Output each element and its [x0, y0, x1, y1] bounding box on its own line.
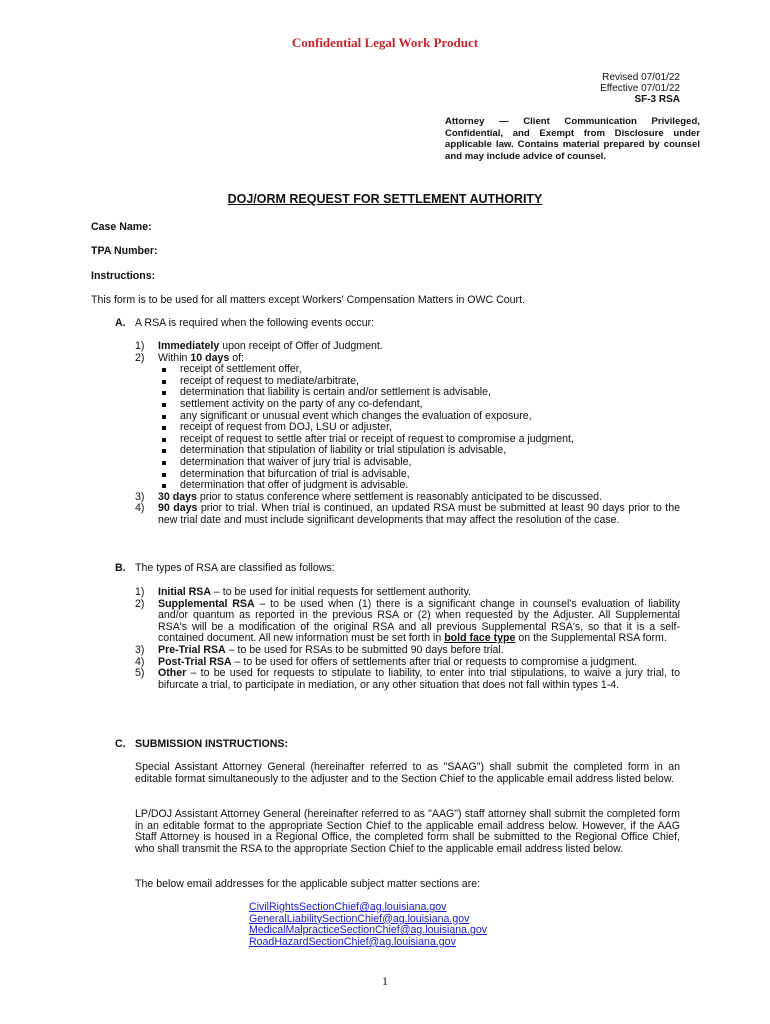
tpa-number-label: TPA Number: — [91, 245, 158, 257]
bullet-text: determination that stipulation of liability or trial stipulation is advisable, — [180, 444, 507, 457]
bullet-text: determination that offer of judgment is advisable. — [180, 479, 409, 492]
item-text: of: — [229, 351, 244, 364]
bullet-square-icon — [162, 426, 166, 430]
item-number: 4) — [135, 502, 145, 515]
bullet-text: determination that bifurcation of trial is advisable, — [180, 467, 410, 480]
section-a-heading — [115, 318, 680, 330]
item-text: – to be used for offers of settlements after trial or requests to compromise a judgment. — [231, 655, 638, 668]
item-text: on the Supplemental RSA form. — [515, 632, 667, 645]
saag-paragraph: Special Assistant Attorney General (hereinafter referred to as "SAAG") shall submit the completed form in an editable format simultaneously to the adjuster and to the Section Chief to the applicable email address listed below. — [135, 761, 680, 785]
aag-paragraph: LP/DOJ Assistant Attorney General (hereinafter referred to as "AAG") staff attorney shall submit the completed form in an editable format to the appropriate Section Chief to the applicable email address below. However, if the AAG Staff Attorney is housed in a Regional Office, the completed form shall be submitted to the Regional Office Chief, who shall transmit the RSA to the appropriate Section Chief to the applicable email address listed below. — [135, 808, 680, 855]
effective-date: Effective 07/01/22 — [600, 83, 680, 94]
item-number: 3) — [135, 643, 145, 656]
section-b-letter: B. — [115, 562, 126, 574]
bullet-square-icon — [162, 380, 166, 384]
bullet-square-icon — [162, 368, 166, 372]
item-text: prior to trial. When trial is continued, an updated RSA must be submitted at least 90 days prior to the new trial date and must include significant developments that may affect the resolution of the case. — [158, 502, 680, 526]
intro-text: This form is to be used for all matters except Workers' Compensation Matters in OWC Court. — [91, 294, 525, 306]
item-emphasis: 30 days — [158, 490, 197, 503]
bullet-text: receipt of request from DOJ, LSU or adjuster, — [180, 421, 392, 434]
section-b-item-5 — [135, 668, 680, 691]
item-text: – to be used for RSAs to be submitted 90 days before trial. — [225, 643, 504, 656]
section-a-item-2 — [135, 353, 680, 492]
section-a-heading-text: A RSA is required when the following events occur: — [135, 317, 375, 329]
revised-date: Revised 07/01/22 — [602, 72, 680, 83]
bullet-text: determination that waiver of jury trial is advisable, — [180, 455, 412, 468]
bullet-square-icon — [162, 438, 166, 442]
email-list — [249, 902, 487, 948]
section-a-list — [135, 341, 680, 527]
section-b-heading — [115, 563, 680, 575]
section-c-heading — [115, 739, 680, 751]
email-link-civil-rights[interactable]: CivilRightsSectionChief@ag.louisiana.gov — [249, 901, 447, 913]
section-c-heading-text: SUBMISSION INSTRUCTIONS: — [135, 738, 289, 750]
section-b-list — [135, 587, 680, 691]
bullet-square-icon — [162, 449, 166, 453]
item-emphasis: Post-Trial RSA — [158, 655, 232, 668]
case-name-label: Case Name: — [91, 221, 152, 233]
item-text: prior to status conference where settlement is reasonably anticipated to be discussed. — [196, 490, 603, 503]
item-text: Within — [158, 351, 191, 364]
bullet-text: receipt of request to settle after trial or receipt of request to compromise a judgment, — [180, 432, 574, 445]
item-emphasis: Pre-Trial RSA — [158, 643, 226, 656]
item-text: upon receipt of Offer of Judgment. — [219, 340, 383, 352]
item-number: 2) — [135, 597, 145, 610]
bullet-square-icon — [162, 484, 166, 488]
bullet-text: receipt of request to mediate/arbitrate, — [180, 374, 360, 387]
item-emphasis: 90 days — [158, 502, 198, 515]
item-emphasis: Other — [158, 667, 187, 680]
section-c-letter: C. — [115, 738, 126, 750]
item-text: – to be used for initial requests for settlement authority. — [210, 586, 472, 598]
item-number: 2) — [135, 351, 145, 364]
bullet-text: receipt of settlement offer, — [180, 363, 302, 376]
item-number: 3) — [135, 490, 145, 503]
item-text: – to be used when (1) there is a significant change in counsel's evaluation of liability and/or quantum as reported in the previous RSA or (2) when requested by the Adjuster. All Supplemental RSA's will be a modification of the original RSA and all previous Supplemental RSA's, so that it is a self-contained document. All new information must be set forth in — [158, 597, 681, 645]
confidential-header: Confidential Legal Work Product — [291, 35, 479, 50]
bullet-square-icon — [162, 391, 166, 395]
bullet-square-icon — [162, 461, 166, 465]
bullet-square-icon — [162, 473, 166, 477]
instructions-label: Instructions: — [91, 270, 156, 282]
email-link-medical-malpractice[interactable]: MedicalMalpracticeSectionChief@ag.louisiana.gov — [249, 924, 488, 937]
item-emphasis: Initial RSA — [158, 586, 211, 598]
bullet-text: any significant or unusual event which changes the evaluation of exposure, — [180, 409, 532, 422]
item-number: 1) — [135, 340, 145, 352]
item-number: 5) — [135, 667, 145, 680]
email-intro-text: The below email addresses for the applicable subject matter sections are: — [135, 878, 481, 890]
page-title: DOJ/ORM REQUEST FOR SETTLEMENT AUTHORITY — [227, 192, 543, 206]
section-a-item-4 — [135, 503, 680, 526]
email-link-road-hazard[interactable]: RoadHazardSectionChief@ag.louisiana.gov — [249, 935, 456, 948]
bullet-square-icon — [162, 415, 166, 419]
item-number: 1) — [135, 586, 145, 598]
bold-underline-text: bold face type — [444, 632, 516, 645]
page-number: 1 — [382, 974, 388, 988]
form-id: SF-3 RSA — [634, 94, 680, 105]
item-text: – to be used for requests to stipulate to liability, to enter into trial stipulations, to waive a jury trial, to bifurcate a trial, to participate in mediation, or any other situation that does not fall within types 1-4. — [158, 667, 680, 691]
privilege-notice: Attorney — Client Communication Privileged, Confidential, and Exempt from Disclosure under applicable law. Contains material prepared by counsel and may include advice of counsel. — [445, 116, 700, 162]
item-emphasis: Supplemental RSA — [158, 597, 255, 610]
email-link-general-liability[interactable]: GeneralLiabilitySectionChief@ag.louisiana.gov — [249, 912, 470, 925]
section-a-letter: A. — [115, 317, 126, 329]
bullet-text: determination that liability is certain and/or settlement is advisable, — [180, 386, 491, 399]
section-b-item-2 — [135, 599, 680, 645]
item-emphasis: Immediately — [158, 340, 220, 352]
item-emphasis: 10 days — [190, 351, 230, 364]
section-b-heading-text: The types of RSA are classified as follows: — [135, 562, 335, 574]
bullet-text: settlement activity on the party of any co-defendant, — [180, 397, 423, 410]
bullet-square-icon — [162, 403, 166, 407]
item-number: 4) — [135, 655, 145, 668]
